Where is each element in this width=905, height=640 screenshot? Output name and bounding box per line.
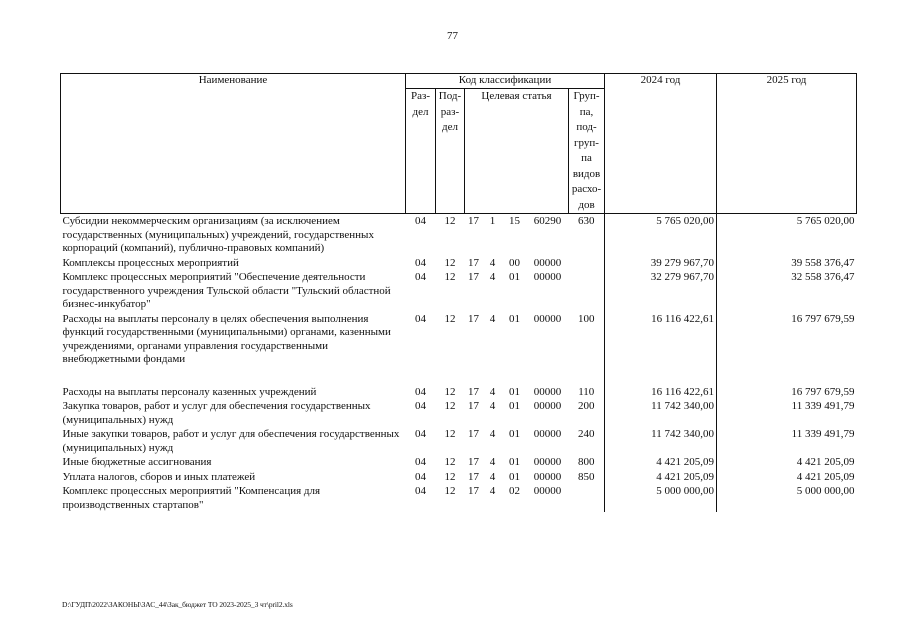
row-name: Закупка товаров, работ и услуг для обеспечения государственных (муниципальных) нужд — [62, 400, 371, 426]
row-amount-2024: 32 279 967,70 — [605, 270, 717, 312]
row-target-structure: 01 — [509, 470, 520, 483]
row-amount-2024: 4 421 205,09 — [605, 455, 717, 470]
row-expense-group: 110 — [578, 385, 595, 398]
row-expense-group: 240 — [578, 428, 595, 440]
row-name: Расходы на выплаты персоналу в целях обеспечения выполнения функций государственными (муниципальными) органами, казенными учреждениями, органами управления государственными внебюджетными фондами — [62, 312, 391, 365]
row-target-program: 17 — [468, 256, 479, 269]
col-header-target-article: Целевая статья — [465, 89, 569, 214]
row-name: Расходы на выплаты персоналу казенных учреждений — [62, 385, 317, 398]
row-target-structure: 01 — [509, 456, 520, 468]
row-podrazdel: 12 — [444, 400, 456, 412]
row-razdel: 04 — [415, 312, 426, 325]
col-header-classification: Код классификации — [406, 74, 605, 89]
row-podrazdel: 12 — [444, 271, 456, 283]
row-target-program: 17 — [468, 385, 479, 398]
row-target-program: 17 — [468, 215, 479, 227]
row-amount-2025: 16 797 679,59 — [717, 312, 857, 385]
row-amount-2025: 11 339 491,79 — [717, 399, 857, 427]
row-target-structure: 01 — [509, 271, 520, 283]
row-target-program: 17 — [468, 271, 479, 283]
row-razdel: 04 — [415, 400, 426, 412]
row-razdel: 04 — [415, 456, 426, 468]
row-podrazdel: 12 — [444, 428, 456, 440]
row-amount-2024: 16 116 422,61 — [605, 385, 717, 400]
table-row — [61, 214, 857, 256]
row-amount-2024: 4 421 205,09 — [605, 470, 717, 485]
row-name: Иные бюджетные ассигнования — [62, 456, 212, 468]
row-target-direction: 00000 — [533, 271, 562, 283]
row-amount-2025: 5 765 020,00 — [717, 214, 857, 256]
table-row — [61, 427, 857, 455]
row-target-direction: 00000 — [533, 312, 562, 325]
row-target-program: 17 — [468, 456, 479, 468]
footer-file-path: D:\ГУДП\2022\ЗАКОНЫ\ЗАС_44\Зак_бюджет ТО 2023-2025_3 чт\pril2.xls — [62, 600, 293, 609]
row-amount-2024: 16 116 422,61 — [605, 312, 717, 385]
row-podrazdel: 12 — [444, 485, 456, 497]
table-row — [61, 399, 857, 427]
row-razdel: 04 — [415, 256, 426, 269]
row-razdel: 04 — [415, 215, 426, 227]
row-name: Комплекс процессных мероприятий "Обеспечение деятельности государственного учреждения Тульской области "Тульский областной бизнес-инкубатор" — [62, 271, 391, 310]
row-target-program: 17 — [468, 428, 479, 440]
row-amount-2024: 5 000 000,00 — [605, 484, 717, 512]
row-target-structure: 01 — [509, 385, 520, 398]
row-razdel: 04 — [415, 470, 426, 483]
row-target-type: 4 — [489, 400, 496, 412]
row-expense-group: 200 — [578, 400, 595, 412]
row-name: Уплата налогов, сборов и иных платежей — [62, 470, 256, 483]
row-amount-2024: 11 742 340,00 — [605, 399, 717, 427]
row-target-structure: 00 — [509, 256, 520, 269]
row-target-direction: 00000 — [533, 400, 562, 412]
row-target-direction: 00000 — [533, 485, 562, 497]
row-amount-2025: 16 797 679,59 — [717, 385, 857, 400]
row-amount-2025: 39 558 376,47 — [717, 256, 857, 271]
row-amount-2025: 4 421 205,09 — [717, 470, 857, 485]
row-amount-2025: 5 000 000,00 — [717, 484, 857, 512]
row-name: Субсидии некоммерческим организациям (за исключением государственных (муниципальных) учреждений, государственных корпораций (компаний), публично-правовых компаний) — [62, 215, 374, 254]
row-podrazdel: 12 — [444, 385, 456, 398]
row-razdel: 04 — [415, 385, 426, 398]
table-row — [61, 385, 857, 400]
table-row — [61, 256, 857, 271]
row-razdel: 04 — [415, 271, 426, 283]
row-amount-2024: 5 765 020,00 — [605, 214, 717, 256]
table-body — [61, 214, 857, 513]
col-header-razdel: Раз- дел — [406, 89, 436, 214]
row-target-program: 17 — [468, 485, 479, 497]
row-target-structure: 01 — [509, 428, 520, 440]
col-header-name: Наименование — [61, 74, 406, 214]
row-target-direction: 60290 — [533, 215, 562, 227]
row-expense-group — [569, 270, 605, 312]
col-header-expense-group: Груп- па, под- груп- па видов расхо- дов — [569, 89, 605, 214]
budget-table-container — [60, 73, 856, 512]
col-header-2024: 2024 год — [605, 74, 717, 214]
row-target-type: 1 — [489, 215, 496, 227]
row-name: Комплекс процессных мероприятий "Компенсация для производственных стартапов" — [62, 485, 321, 511]
row-name: Иные закупки товаров, работ и услуг для обеспечения государственных (муниципальных) нужд — [62, 428, 400, 454]
row-razdel: 04 — [415, 485, 426, 497]
row-razdel: 04 — [415, 428, 426, 440]
row-target-type: 4 — [489, 271, 496, 283]
row-target-program: 17 — [468, 470, 479, 483]
row-expense-group: 630 — [578, 215, 595, 227]
row-target-direction: 00000 — [533, 470, 562, 483]
col-header-2025: 2025 год — [717, 74, 857, 214]
row-podrazdel: 12 — [444, 215, 456, 227]
row-podrazdel: 12 — [444, 470, 456, 483]
row-target-type: 4 — [489, 428, 496, 440]
table-row — [61, 484, 857, 512]
row-target-structure: 02 — [509, 485, 520, 497]
row-target-structure: 01 — [509, 400, 520, 412]
row-amount-2025: 4 421 205,09 — [717, 455, 857, 470]
budget-table — [60, 73, 857, 512]
row-target-direction: 00000 — [533, 456, 562, 468]
row-target-type: 4 — [489, 456, 496, 468]
row-target-program: 17 — [468, 312, 479, 325]
table-row — [61, 312, 857, 385]
page-number: 77 — [447, 30, 458, 42]
row-target-structure: 01 — [509, 312, 520, 325]
table-row — [61, 455, 857, 470]
table-row — [61, 270, 857, 312]
col-header-podrazdel: Под- раз- дел — [436, 89, 465, 214]
row-target-direction: 00000 — [533, 256, 562, 269]
row-amount-2024: 11 742 340,00 — [605, 427, 717, 455]
row-target-type: 4 — [489, 470, 496, 483]
row-expense-group: 800 — [578, 456, 595, 468]
row-name: Комплексы процессных мероприятий — [62, 256, 239, 269]
row-expense-group — [569, 256, 605, 271]
row-target-type: 4 — [489, 485, 496, 497]
row-podrazdel: 12 — [444, 456, 456, 468]
row-amount-2025: 32 558 376,47 — [717, 270, 857, 312]
row-amount-2025: 11 339 491,79 — [717, 427, 857, 455]
row-target-type: 4 — [489, 256, 496, 269]
row-expense-group — [569, 484, 605, 512]
row-target-direction: 00000 — [533, 385, 562, 398]
row-target-structure: 15 — [509, 215, 520, 227]
row-podrazdel: 12 — [444, 312, 456, 325]
row-target-type: 4 — [489, 312, 496, 325]
row-podrazdel: 12 — [444, 256, 456, 269]
row-amount-2024: 39 279 967,70 — [605, 256, 717, 271]
row-expense-group: 100 — [578, 312, 595, 325]
table-row — [61, 470, 857, 485]
row-target-type: 4 — [489, 385, 496, 398]
row-expense-group: 850 — [578, 470, 595, 483]
row-target-direction: 00000 — [533, 428, 562, 440]
row-target-program: 17 — [468, 400, 479, 412]
